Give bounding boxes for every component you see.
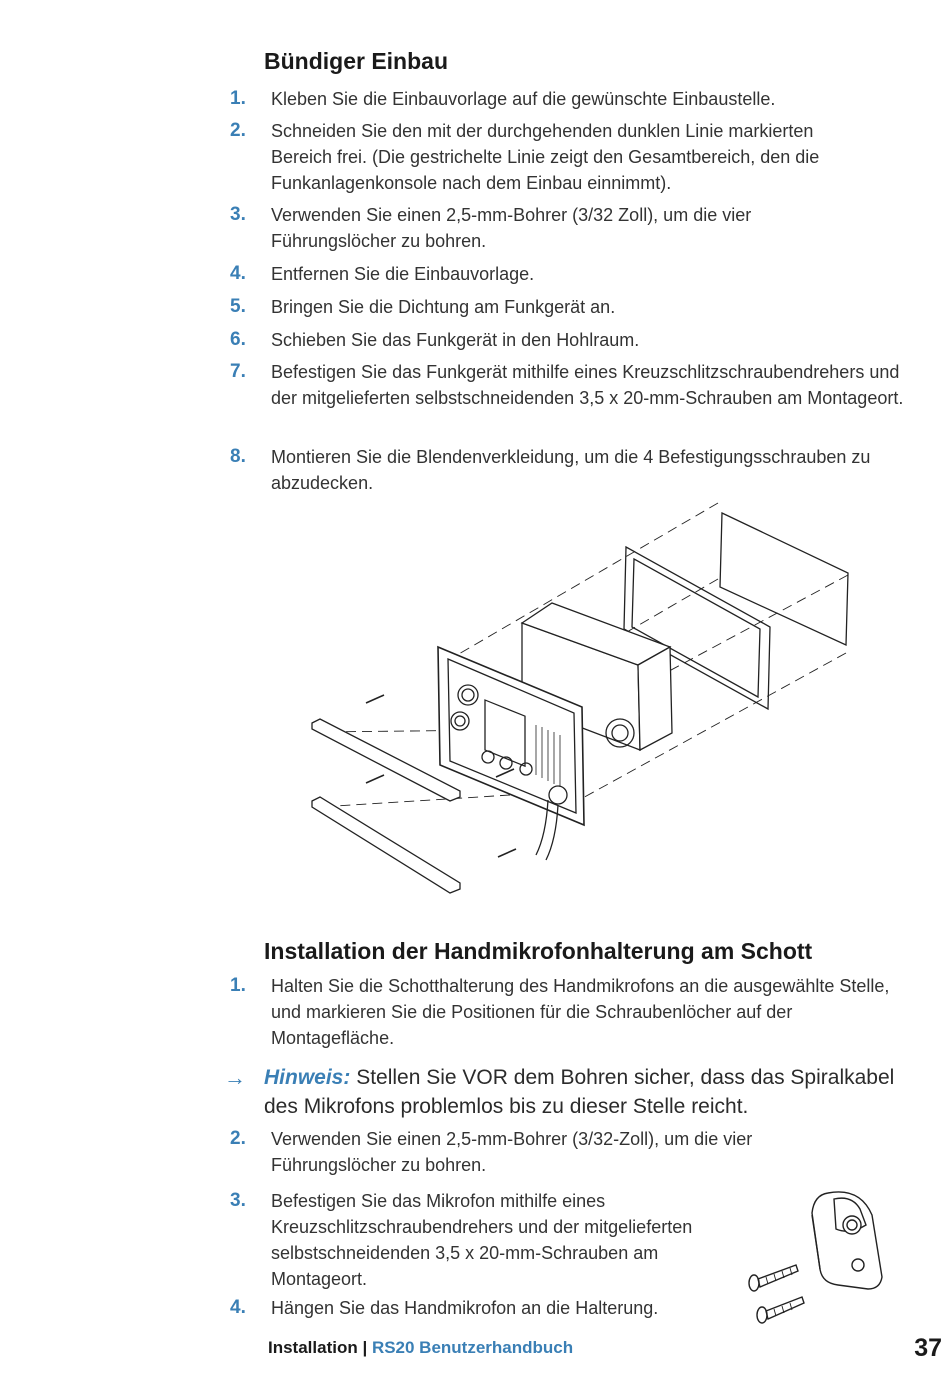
step-number: 3. [230,1190,246,1211]
footer-separator: | [357,1338,372,1357]
step-text: Verwenden Sie einen 2,5-mm-Bohrer (3/32-Zoll), um die vier Führungslöcher zu bohren. [271,1129,753,1175]
step-number: 2. [230,1128,246,1149]
step-number: 6. [230,329,246,350]
list-item [230,261,930,287]
footer-book-title: RS20 Benutzerhandbuch [371,1338,574,1357]
step-text: Bringen Sie die Dichtung am Funkgerät an. [271,297,616,317]
step-number: 8. [230,446,246,467]
note-body [264,1063,904,1121]
step-text: Entfernen Sie die Einbauvorlage. [271,264,535,284]
list-item [230,1188,735,1292]
list-item [230,1295,730,1321]
step-number: 4. [230,263,246,284]
list-item [230,86,930,112]
step-text: Hängen Sie das Handmikrofon an die Halterung. [271,1298,659,1318]
page-footer [268,1338,573,1358]
flush-mount-diagram [300,495,860,895]
step-text: Schneiden Sie den mit der durchgehenden dunklen Linie markierten Bereich frei. (Die gestrichelte Linie zeigt den Gesamtbereich, den die Funkanlagenkonsole nach dem Einbau einnimmt). [271,121,820,193]
list-item [230,118,870,196]
section-title-flush-mount: Bündiger Einbau [264,48,448,74]
step-text: Befestigen Sie das Funkgerät mithilfe eines Kreuzschlitzschraubendrehers und der mitgelieferten selbstschneidenden 3,5 x 20-mm-Schrauben am Montageort. [271,362,904,408]
step-text: Halten Sie die Schotthalterung des Handmikrofons an die ausgewählte Stelle, und markieren Sie die Positionen für die Schraubenlöcher auf der Montagefläche. [271,976,890,1048]
step-text: Kleben Sie die Einbauvorlage auf die gewünschte Einbaustelle. [271,89,776,109]
list-item [230,359,910,411]
arrow-right-icon: → [224,1065,246,1090]
list-item [230,973,890,1051]
list-item [230,1126,880,1178]
note-label: Hinweis: [264,1066,351,1089]
step-number: 7. [230,361,246,382]
step-text: Montieren Sie die Blendenverkleidung, um die 4 Befestigungsschrauben zu abzudecken. [271,447,871,493]
footer-section: Installation [268,1338,358,1357]
step-text: Befestigen Sie das Mikrofon mithilfe eines Kreuzschlitzschraubendrehers und der mitgelieferten selbstschneidenden 3,5 x 20-mm-Schrauben am Montageort. [271,1191,693,1289]
list-item [230,327,930,353]
step-number: 1. [230,88,246,109]
page-number: 37 [914,1334,942,1362]
step-number: 4. [230,1297,246,1318]
step-text: Schieben Sie das Funkgerät in den Hohlraum. [271,330,640,350]
note-text: Stellen Sie VOR dem Bohren sicher, dass das Spiralkabel des Mikrofons problemlos bis zu dieser Stelle reicht. [264,1066,895,1118]
step-number: 3. [230,204,246,225]
step-number: 1. [230,975,246,996]
list-item [230,202,810,254]
note-callout [224,1063,904,1121]
mic-bracket-diagram [740,1185,890,1335]
step-number: 5. [230,296,246,317]
list-item [230,444,930,496]
step-text: Verwenden Sie einen 2,5-mm-Bohrer (3/32 Zoll), um die vier Führungslöcher zu bohren. [271,205,752,251]
step-number: 2. [230,120,246,141]
list-item [230,294,930,320]
section-title-mic-bracket: Installation der Handmikrofonhalterung am Schott [264,938,813,964]
